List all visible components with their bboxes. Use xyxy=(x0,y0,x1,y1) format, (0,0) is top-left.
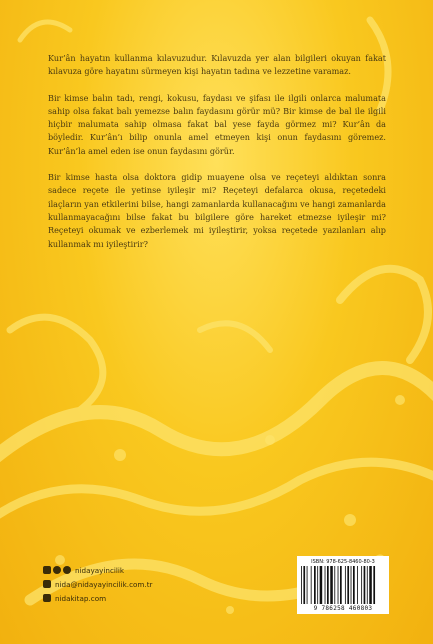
paragraph-2: Bir kimse balın tadı, rengi, kokusu, faydası ve şifası ile ilgili onlarca malumata sahip olsa fakat balı yemezse balın faydasını görür mü? Bir kimse de bal ile ilgili hiçbir malumata sahip olmasa fakat bal yese fayda görmez mi? Kur’ân da böyledir. Kur’ân’ı bilip onunla amel etmeyen kişi onun faydasını göremez. Kur’ân’la amel eden ise onun faydasını görür. xyxy=(48,92,386,156)
paragraph-1: Kur’ân hayatın kullanma kılavuzudur. Kılavuzda yer alan bilgileri okuyan fakat kılavuza göre hayatını sürmeyen kişi hayatın tadına ve lezzetine varamaz. xyxy=(48,53,386,77)
website-row xyxy=(43,591,153,605)
isbn-barcode xyxy=(297,556,389,614)
email-row xyxy=(43,577,153,591)
twitter-icon xyxy=(53,566,61,574)
email-address: nida@nidayayincilik.com.tr xyxy=(55,579,153,589)
social-row xyxy=(43,563,153,577)
barcode-digits: 9 786258 460803 xyxy=(313,605,373,612)
website-url: nidakitap.com xyxy=(55,593,107,603)
facebook-icon xyxy=(43,566,51,574)
instagram-icon xyxy=(63,566,71,574)
back-cover-text xyxy=(48,52,386,264)
publisher-contacts xyxy=(43,563,153,605)
bookstore-icon xyxy=(43,594,51,602)
barcode-bars xyxy=(301,566,385,604)
isbn-label: ISBN: 978-625-8460-80-3 xyxy=(311,559,375,565)
social-handle: nidayayincilik xyxy=(75,565,125,575)
mail-icon xyxy=(43,580,51,588)
paragraph-3: Bir kimse hasta olsa doktora gidip muayene olsa ve reçeteyi aldıktan sonra sadece reçete ile yetinse iyileşir mi? Reçeteyi defalarca okusa, reçetedeki ilaçların yan etkilerini bilse, hangi zamanlarda kullanacağını ve hangi zamanlarda kullanmayacağını bilse fakat bu bilgilere göre hareket etmezse iyileşir mi? Reçeteyi okumak ve ezberlemek mi iyileştirir, yoksa reçetede yazılanları alıp kullanmak mı iyileştirir? xyxy=(48,172,386,249)
